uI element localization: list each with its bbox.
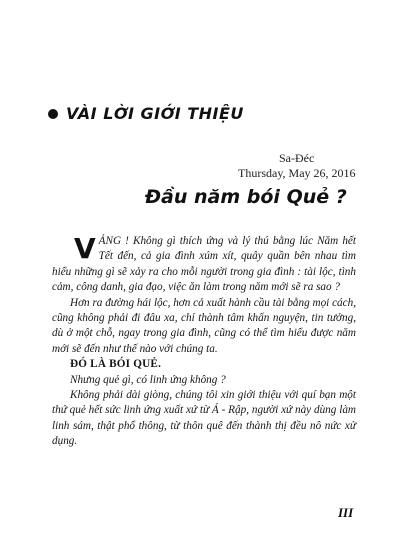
- place-label: Sa-Đéc: [279, 151, 315, 165]
- page-number: III: [338, 505, 354, 520]
- section-heading: [48, 104, 244, 123]
- paragraph-3: ĐÓ LÀ BÓI QUẺ.: [70, 358, 162, 371]
- paragraph-5: Không phải dài giòng, chúng tôi xin giới thiệu với quí bạn một thứ quẻ hết sức linh ứng xuất xứ từ Á - Rập, người xứ này dùng làm linh sám, thật phổ thông, từ thôn quê đến thành thị đều nô nức xử dụng.: [52, 389, 356, 448]
- paragraph-4: Nhưng quẻ gì, có linh ứng không ?: [70, 373, 226, 386]
- paragraph-1: [52, 234, 356, 296]
- section-title: VÀI LỜI GIỚI THIỆU: [66, 104, 244, 123]
- bullet-icon: [48, 109, 58, 119]
- paragraph-2: Hơn ra đường hái lộc, hơn cả xuất hành cầu tài bằng mọi cách, cũng không phải đi đâu xa, chỉ thành tâm khấn nguyện, tin tưởng, dù ở một chỗ, ngay trong gia đình, cũng có thể tìm hiểu được năm mới sẽ đến như thế nào với chúng ta.: [52, 296, 356, 355]
- date-label: Thursday, May 26, 2016: [238, 166, 356, 180]
- paragraph-1-text: ẢNG ! Không gì thích ứng và lý thú bằng lúc Năm hết Tết đến, cả gia đình xúm xít, quây quần bên nhau tìm hiểu những gì sẽ xảy ra cho mỗi người trong gia đình : tài lộc, tình cảm, công danh, gia đạo, việc ăn làm trong năm mới sẽ ra sao ?: [52, 235, 356, 294]
- drop-cap: V: [74, 232, 96, 265]
- article-headline: Đầu năm bói Quẻ ?: [145, 186, 347, 208]
- article-body: [52, 234, 356, 450]
